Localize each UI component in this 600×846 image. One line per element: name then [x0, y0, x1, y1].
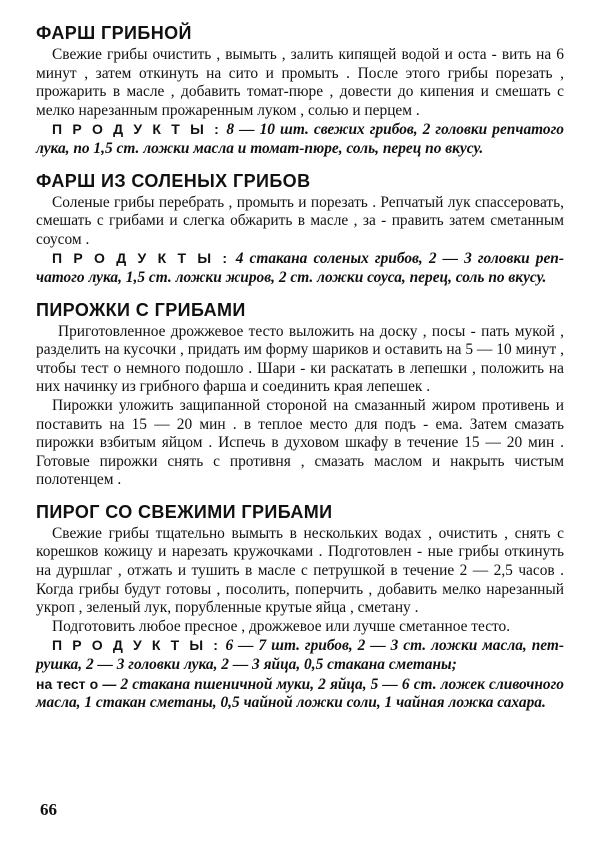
section-heading: ФАРШ ИЗ СОЛЕНЫХ ГРИБОВ [36, 170, 311, 191]
products-label: П Р О Д У К Т Ы : [52, 121, 222, 138]
products-line [36, 249, 564, 287]
dough-products-line [36, 675, 564, 713]
section-heading: ФАРШ ГРИБНОЙ [36, 23, 192, 43]
dough-label: на тест о — [36, 675, 117, 692]
recipe-paragraph: Свежие грибы тщательно вымыть в нескольких водах , очистить , снять с корешков кожицу и нарезать кружочками . Подготовлен - ные грибы откинуть на дуршлаг , отжать и тушить в масле с петрушкой в течение 2 — 2,5 часов . Когда грибы будут готовы , посолить, поперчить , добавить мелко нарезанный укроп , зеленый лук, порубленные крутые яйца , сметану . [36, 524, 564, 617]
recipe-section-salted-mushroom-filling [36, 170, 564, 288]
recipe-section-mushroom-filling [36, 22, 564, 159]
recipe-paragraph: Соленые грибы перебрать , промыть и порезать . Репчатый лук спассеровать, смешать с грибами и слегка обжарить в масле , за - править затем сметанным соусом . [36, 193, 564, 248]
section-heading: ПИРОГ СО СВЕЖИМИ ГРИБАМИ [36, 501, 333, 522]
recipe-section-mushroom-pies [36, 299, 564, 490]
products-line [36, 120, 564, 158]
document-page [36, 22, 564, 724]
products-text: 8 — 10 шт. свежих грибов, 2 головки репчатого лука, по 1,5 ст. ложки масла и томат-пюре, соль, перец по вкусу. [36, 121, 564, 157]
recipe-section-fresh-mushroom-pie [36, 501, 564, 713]
products-text: 6 — 7 шт. грибов, 2 — 3 ст. ложки масла, пет-рушка, 2 — 3 головки лука, 2 — 3 яйца, 0,5 стакана сметаны; [36, 637, 564, 674]
recipe-paragraph: Приготовленное дрожжевое тесто выложить на доску , посы - пать мукой , разделить на кусочки , придать им форму шариков и оставить на 5 — 10 минут , чтобы тест о немного подошло . Шари - ки раскатать в лепешки , положить на них начинку из грибного фарша и соединить края лепешек . [36, 322, 564, 396]
section-heading: ПИРОЖКИ С ГРИБАМИ [36, 299, 246, 320]
products-line [36, 636, 564, 674]
products-text: 4 стакана соленых грибов, 2 — 3 головки реп-чатого лука, 1,5 ст. ложки жиров, 2 ст. ложки соуса, перец, соль по вкусу. [36, 250, 564, 286]
page-number: 66 [40, 800, 57, 819]
dough-text: 2 стакана пшеничной муки, 2 яйца, 5 — 6 ст. ложек сливочного масла, 1 стакан сметаны, 0,5 чайной ложки соли, 1 чайная ложка сахара. [36, 675, 564, 712]
products-label: П Р О Д У К Т Ы : [52, 250, 230, 267]
products-label: П Р О Д У К Т Ы : [52, 637, 221, 654]
recipe-paragraph: Пирожки уложить защипанной стороной на смазанный жиром противень и поставить на 15 — 20 мин . в теплое место для подъ - ема. Затем смазать пирожки взбитым яйцом . Испечь в духовом шкафу в течение 15 — 20 мин . Готовые пирожки снять с противня , смазать маслом и накрыть чистым полотенцем . [36, 396, 564, 489]
recipe-paragraph: Свежие грибы очистить , вымыть , залить кипящей водой и оста - вить на 6 минут , затем откинуть на сито и промыть . После этого грибы порезать , прожарить в масле , добавить томат-пюре , довести до кипения и смешать с мелко нарезанным прожаренным луком , солью и перцем . [36, 46, 564, 119]
recipe-paragraph: Подготовить любое пресное , дрожжевое или лучше сметанное тесто. [52, 617, 511, 635]
